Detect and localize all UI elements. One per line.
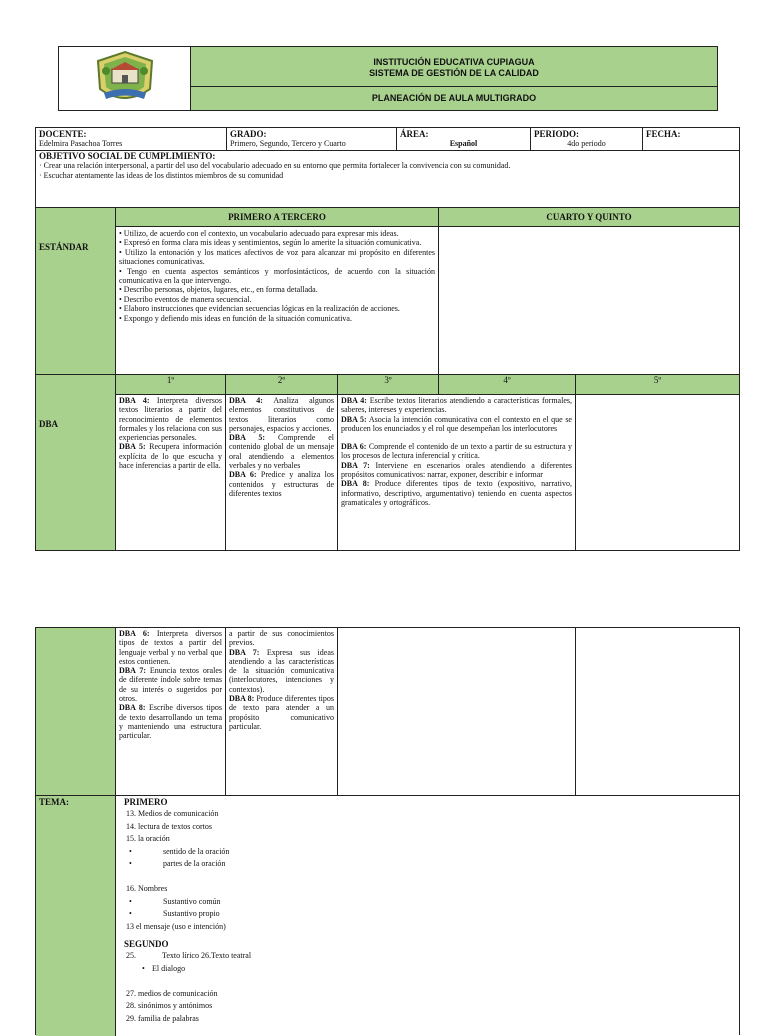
institution-name: INSTITUCIÓN EDUCATIVA CUPIAGUA xyxy=(373,57,535,67)
fecha-cell xyxy=(643,128,739,150)
area-cell xyxy=(397,128,531,150)
estandar-col1-title: PRIMERO A TERCERO xyxy=(228,212,326,222)
grade-header-1 xyxy=(116,375,226,395)
grade-header-2 xyxy=(226,375,338,395)
dba-entry: DBA 8: Produce diferentes tipos de texto para atender a un propósito comunicativo particular. xyxy=(229,694,334,731)
periodo-value: 4do periodo xyxy=(567,139,606,149)
objetivo-line-1: · Crear una relación interpersonal, a partir del uso del vocabulario adecuado en su entorno que permita fortalecer la convivencia con su comunidad. xyxy=(39,161,511,171)
objetivo-line-2: · Escuchar atentamente las ideas de los distintos miembros de su comunidad xyxy=(39,170,284,180)
estandar-label-cell xyxy=(36,208,116,374)
dba-entry: DBA 7: Interviene en escenarios orales atendiendo a diferentes propósitos comunicativos: narrar, exponer, describir e informar xyxy=(341,460,572,480)
dba-cont-label-cell xyxy=(36,628,116,795)
dba-grade-2 xyxy=(226,395,338,550)
dba-grade-1 xyxy=(116,395,226,550)
estandar-section xyxy=(35,207,740,375)
dba-entry: DBA 5: Comprende el contenido global de un mensaje oral atendiendo a elementos verbales y no verbales xyxy=(229,433,334,471)
dba-entry: DBA 4: Escribe textos literarios atendiendo a características formales, saberes, intereses y experiencias. xyxy=(341,396,572,415)
segundo-heading: SEGUNDO xyxy=(124,939,169,950)
estandar-item: • Tengo en cuenta aspectos semánticos y morfosintácticos, de acuerdo con la situación comunicativa en la que intervengo. xyxy=(119,266,435,286)
dba-entry: DBA 8: Produce diferentes tipos de texto (expositivo, narrativo, informativo, descriptivo, argumentativo) teniendo en cuenta aspectos gramaticales y ortográficos. xyxy=(341,479,572,507)
tema-item: 13. Medios de comunicación xyxy=(126,809,219,818)
logo-cell xyxy=(59,47,191,110)
tema-item: 15. la oración xyxy=(126,834,170,844)
grado-label: GRADO: xyxy=(230,129,267,139)
estandar-item: • Utilizo, de acuerdo con el contexto, un vocabulario adecuado para expresar mis ideas. xyxy=(119,229,399,238)
estandar-item: • Describo personas, objetos, lugares, etc., en forma detallada. xyxy=(119,285,318,295)
institution-title-cell xyxy=(191,47,717,87)
estandar-col2-title: CUARTO Y QUINTO xyxy=(546,212,632,222)
dba-entry: a partir de sus conocimientos previos. xyxy=(229,629,334,648)
objetivo-cell xyxy=(35,150,740,208)
tema-item: 27. medios de comunicación xyxy=(126,988,218,998)
estandar-col2-header xyxy=(439,208,739,227)
tema-label-cell xyxy=(36,796,116,1036)
grade-1-label: 1º xyxy=(166,375,175,385)
area-value: Español xyxy=(449,139,478,149)
doc-title: PLANEACIÓN DE AULA MULTIGRADO xyxy=(371,93,537,103)
school-crest-icon xyxy=(90,49,160,109)
dba-cont-grade-5 xyxy=(576,628,739,795)
tema-item: 29. familia de palabras xyxy=(126,1013,199,1023)
grado-value: Primero, Segundo, Tercero y Cuarto xyxy=(230,139,346,149)
header-block xyxy=(58,46,718,111)
fecha-label: FECHA: xyxy=(646,129,681,139)
dba-grade-5 xyxy=(576,395,739,550)
dba-entry: DBA 5: Recupera información explícita de lo que escucha y hace inferencias a partir de ella. xyxy=(119,442,222,471)
tema-subitem: • Sustantivo propio xyxy=(129,909,220,919)
tema-item: 16. Nombres xyxy=(126,883,168,893)
tema-content xyxy=(116,796,739,1036)
grade-4-label: 4º xyxy=(503,375,511,385)
area-label: ÁREA: xyxy=(400,129,429,139)
tema-item: 13 el mensaje (uso e intención) xyxy=(126,921,226,931)
estandar-item: • Elaboro instrucciones que evidencian secuencias lógicas en la realización de acciones. xyxy=(119,304,400,314)
periodo-label: PERIODO: xyxy=(534,129,579,139)
dba-continuation xyxy=(35,627,740,796)
estandar-items xyxy=(116,227,439,374)
docente-cell xyxy=(36,128,227,150)
grade-5-label: 5º xyxy=(653,375,662,385)
docente-value: Edelmira Pasachoa Torres xyxy=(39,139,123,149)
dba-entry: DBA 6: Interpreta diversos tipos de textos a partir del lenguaje verbal y no verbal que estos contienen. xyxy=(119,629,222,666)
primero-heading: PRIMERO xyxy=(124,797,168,807)
estandar-item: • Utilizo la entonación y los matices afectivos de voz para alcanzar mi propósito en diferentes situaciones comunicativas. xyxy=(119,247,435,267)
dba-section xyxy=(35,374,740,551)
grade-3-label: 3º xyxy=(384,375,392,385)
dba-entry: DBA 8: Escribe diversos tipos de texto desarrollando un tema y manteniendo una estructura particular. xyxy=(119,703,222,741)
tema-subitem: • partes de la oración xyxy=(129,859,226,869)
estandar-col2-body xyxy=(439,227,739,374)
dba-label: DBA xyxy=(39,419,59,429)
dba-grade-3-4 xyxy=(338,395,576,550)
dba-cont-grade-1 xyxy=(116,628,226,795)
doc-title-cell xyxy=(191,87,717,110)
quality-system: SISTEMA DE GESTIÓN DE LA CALIDAD xyxy=(369,68,539,78)
grade-header-5 xyxy=(576,375,739,395)
estandar-col1-header xyxy=(116,208,439,227)
dba-entry: DBA 5: Asocia la intención comunicativa con el contexto en el que se producen los enunciados y el rol que desempeñan los interlocutores xyxy=(341,414,572,433)
grade-header-3 xyxy=(338,375,439,395)
tema-section xyxy=(35,795,740,1035)
dba-entry: DBA 4: Analiza algunos elementos constitutivos de textos literarios como personajes, espacios y acciones. xyxy=(229,396,334,433)
periodo-cell xyxy=(531,128,643,150)
tema-subitem: • El dialogo xyxy=(142,963,186,973)
estandar-item: • Expongo y defiendo mis ideas en función de la situación comunicativa. xyxy=(119,313,352,323)
grade-2-label: 2º xyxy=(277,375,286,385)
dba-entry: DBA 6: Comprende el contenido de un texto a partir de su estructura y los procesos de lectura inferencial y crítica. xyxy=(341,442,572,461)
estandar-item: • Expresó en forma clara mis ideas y sentimientos, según lo amerite la situación comunicativa. xyxy=(119,238,422,248)
dba-cont-grade-2 xyxy=(226,628,338,795)
dba-label-cell xyxy=(36,375,116,550)
dba-entry: DBA 4: Interpreta diversos textos literarios a partir del reconocimiento de elementos formales y los relaciona con sus experiencias personales. xyxy=(119,396,222,443)
grado-cell xyxy=(227,128,397,150)
dba-cont-grade-3-4 xyxy=(338,628,576,795)
tema-item: 25. Texto lírico 26.Texto teatral xyxy=(126,951,252,961)
estandar-label: ESTÁNDAR xyxy=(39,242,89,252)
dba-entry: DBA 7: Expresa sus ideas atendiendo a las características de la situación comunicativa (interlocutores, intenciones y contextos). xyxy=(229,647,334,694)
tema-item: 14. lectura de textos cortos xyxy=(126,821,212,831)
tema-item: 28. sinónimos y antónimos xyxy=(126,1001,213,1011)
tema-subitem: • sentido de la oración xyxy=(129,846,230,856)
dba-entry: DBA 7: Enuncia textos orales de diferente índole sobre temas de su interés o sugeridos por otros. xyxy=(119,666,222,704)
estandar-item: • Describo eventos de manera secuencial. xyxy=(119,294,252,304)
docente-label: DOCENTE: xyxy=(39,129,87,139)
dba-entry: DBA 6: Predice y analiza los contenidos y estructuras de diferentes textos xyxy=(229,470,334,498)
objetivo-label: OBJETIVO SOCIAL DE CUMPLIMIENTO: xyxy=(39,151,216,161)
tema-subitem: • Sustantivo común xyxy=(129,896,221,906)
grade-header-4 xyxy=(439,375,576,395)
info-row xyxy=(35,127,740,151)
tema-label: TEMA: xyxy=(39,797,69,807)
